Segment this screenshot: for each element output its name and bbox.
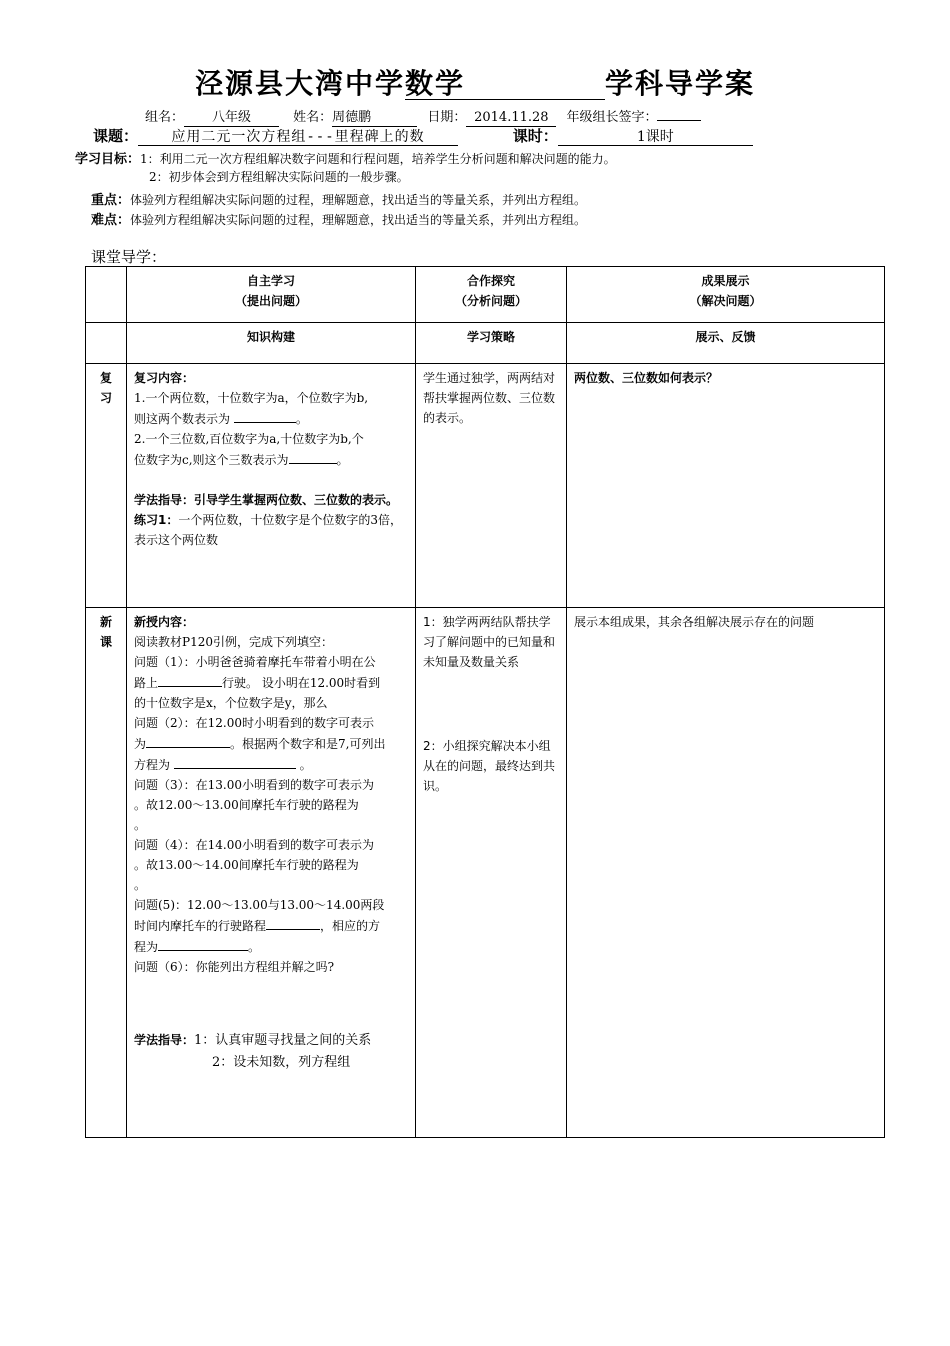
title-subject — [405, 69, 605, 100]
newlesson-strategy-spacer — [423, 672, 559, 736]
newlesson-side-1: 新 — [99, 615, 112, 629]
key-point — [91, 189, 586, 208]
review-q2b-text: 位数字为c,则这个三数表示为 — [134, 453, 289, 467]
review-side-label — [86, 364, 127, 608]
subheader-strategy: 学习策略 — [416, 323, 567, 364]
header-cooperation-line2: （分析问题） — [454, 294, 527, 308]
review-show — [567, 364, 885, 608]
newlesson-strategy-1: 1：独学两两结队帮扶学习了解问题中的已知量和未知量及数量关系 — [423, 615, 556, 669]
review-content — [127, 364, 416, 608]
difficulty-label: 难点： — [91, 213, 131, 228]
newlesson-q1b-post: 行驶。 设小明在12.00时看到 — [222, 676, 381, 690]
leader-signature-blank — [657, 120, 701, 121]
review-method — [134, 490, 408, 510]
newlesson-q3c: 。 — [134, 818, 147, 832]
newlesson-q4a: 问题（4）：在14.00小明看到的数字可表示为 — [134, 838, 374, 852]
title-school: 泾源县大湾中学 — [194, 67, 405, 100]
newlesson-q5b-post: ，相应的方 — [320, 919, 381, 933]
newlesson-q3b: 。故12.00～13.00间摩托车行驶的路程为 — [134, 798, 359, 812]
topic-value: 应用二元一次方程组---里程碑上的数 — [138, 129, 458, 146]
header-self-study-line1: 自主学习 — [246, 274, 295, 288]
review-strategy — [416, 364, 567, 608]
review-q2-blank[interactable] — [289, 449, 337, 464]
review-q1a: 1.一个两位数，十位数字为a，个位数字为b, — [134, 391, 369, 405]
difficulty-text: 体验列方程组解决实际问题的过程，理解题意，找出适当的等量关系，并列出方程组。 — [130, 213, 587, 227]
newlesson-q5b — [134, 915, 408, 936]
review-method-text: 引导学生掌握两位数、三位数的表示。 — [194, 493, 399, 507]
newlesson-intro: 阅读教材P120引例，完成下列填空： — [134, 635, 333, 649]
review-exercise — [134, 510, 408, 550]
page-title — [0, 62, 950, 102]
newlesson-q5a: 问题(5)：12.00～13.00与13.00～14.00两段 — [134, 898, 385, 912]
name-value: 周德鹏 — [332, 110, 417, 127]
hours-label: 课时： — [512, 127, 558, 145]
key-point-text: 体验列方程组解决实际问题的过程，理解题意，找出适当的等量关系，并列出方程组。 — [130, 193, 587, 207]
newlesson-q1-blank[interactable] — [158, 672, 222, 687]
newlesson-q2c — [134, 754, 408, 775]
newlesson-method-label: 学法指导： — [134, 1033, 195, 1047]
review-side-2: 习 — [99, 391, 112, 405]
title-suffix: 学科导学案 — [605, 67, 756, 100]
name-label: 姓名： — [293, 110, 333, 125]
topic-label: 课题： — [93, 127, 139, 145]
header-results-line1: 成果展示 — [701, 274, 750, 288]
newlesson-q2c-pre: 方程为 — [134, 758, 171, 772]
newlesson-row — [86, 608, 885, 1138]
header-row — [86, 267, 885, 323]
newlesson-side-2: 课 — [99, 635, 112, 649]
newlesson-q5c-pre: 程为 — [134, 940, 159, 954]
newlesson-side-label — [86, 608, 127, 1138]
header-cooperation-line1: 合作探究 — [466, 274, 515, 288]
newlesson-q1b-pre: 路上 — [134, 676, 159, 690]
newlesson-content — [127, 608, 416, 1138]
objectives-label: 学习目标： — [75, 152, 141, 167]
newlesson-q2c-blank[interactable] — [174, 754, 296, 769]
newlesson-spacer — [134, 977, 408, 1029]
review-exercise-label: 练习1： — [134, 513, 179, 527]
subheader-knowledge: 知识构建 — [127, 323, 416, 364]
newlesson-q5c-blank[interactable] — [158, 936, 248, 951]
section-title: 课堂导学： — [91, 248, 167, 266]
newlesson-q3a: 问题（3）：在13.00小明看到的数字可表示为 — [134, 778, 374, 792]
newlesson-q1c: 的十位数字是x，个位数字是y，那么 — [134, 696, 328, 710]
newlesson-q1b — [134, 672, 408, 693]
review-side-1: 复 — [99, 371, 112, 385]
newlesson-q5c — [134, 936, 408, 957]
newlesson-show-text: 展示本组成果，其余各组解决展示存在的问题 — [574, 615, 815, 629]
objective-2: 2：初步体会到方程组解决实际问题的一般步骤。 — [149, 170, 409, 184]
newlesson-method — [134, 1029, 408, 1052]
newlesson-method-1: 1：认真审题寻找量之间的关系 — [194, 1033, 372, 1048]
hours-value: 1课时 — [558, 129, 753, 146]
review-q2b: 位数字为c,则这个三数表示为 。 — [134, 449, 408, 470]
newlesson-q2b — [134, 733, 408, 754]
review-spacer — [134, 470, 408, 490]
header-self-study — [127, 267, 416, 323]
leader-label: 年级组长签字： — [566, 110, 658, 125]
newlesson-q2b-post: 。根据两个数字和是7,可列出 — [230, 737, 386, 751]
review-q1b: 则这两个数表示为 。 — [134, 408, 408, 429]
header-self-study-line2: （提出问题） — [234, 294, 307, 308]
newlesson-q2-blank[interactable] — [146, 733, 230, 748]
review-q1-blank[interactable] — [234, 408, 296, 423]
review-show-text: 两位数、三位数如何表示？ — [574, 371, 719, 385]
subheader-feedback: 展示、反馈 — [567, 323, 885, 364]
newlesson-q1a: 问题（1）：小明爸爸骑着摩托车带着小明在公 — [134, 655, 376, 669]
newlesson-q2b-pre: 为 — [134, 737, 147, 751]
date-label: 日期： — [427, 110, 467, 125]
header-corner — [86, 267, 127, 323]
topic-line — [93, 125, 753, 146]
newlesson-q6: 问题（6）：你能列出方程组并解之吗? — [134, 960, 335, 974]
key-point-label: 重点： — [91, 193, 131, 208]
header-results — [567, 267, 885, 323]
newlesson-q5b-pre: 时间内摩托车的行驶路程 — [134, 919, 267, 933]
objective-1 — [75, 148, 616, 167]
difficulty — [91, 209, 586, 228]
review-q1b-text: 则这两个数表示为 — [134, 412, 231, 426]
newlesson-method-2: 2：设未知数，列方程组 — [212, 1055, 351, 1070]
title-subject-text: 数学 — [405, 67, 466, 100]
newlesson-strategy — [416, 608, 567, 1138]
newlesson-q2c-post: 。 — [299, 758, 312, 772]
review-q2a: 2.一个三位数,百位数字为a,十位数字为b,个 — [134, 432, 364, 446]
newlesson-q4b: 。故13.00～14.00间摩托车行驶的路程为 — [134, 858, 359, 872]
group-value: 八年级 — [184, 110, 279, 127]
review-content-title: 复习内容： — [134, 371, 195, 385]
subheader-row — [86, 323, 885, 364]
newlesson-q2a: 问题（2）：在12.00时小明看到的数字可表示 — [134, 716, 374, 730]
review-exercise-text: 一个两位数，十位数字是个位数字的3倍，表示这个两位数 — [134, 513, 402, 547]
guide-table — [85, 266, 885, 1138]
review-row — [86, 364, 885, 608]
newlesson-q5-blank[interactable] — [266, 915, 320, 930]
header-cooperation — [416, 267, 567, 323]
newlesson-q5c-post: 。 — [248, 940, 261, 954]
subheader-corner — [86, 323, 127, 364]
group-label: 组名： — [145, 110, 185, 125]
date-value: 2014.11.28 — [466, 110, 556, 127]
meta-line — [145, 106, 701, 127]
newlesson-show — [567, 608, 885, 1138]
newlesson-q4c: 。 — [134, 878, 147, 892]
objective-1-text: 1：利用二元一次方程组解决数字问题和行程问题，培养学生分析问题和解决问题的能力。 — [140, 152, 616, 166]
newlesson-content-title: 新授内容： — [134, 615, 195, 629]
header-results-line2: （解决问题） — [689, 294, 762, 308]
review-strategy-text: 学生通过独学，两两结对帮扶掌握两位数、三位数的表示。 — [423, 371, 556, 425]
newlesson-strategy-2: 2：小组探究解决本小组从在的问题，最终达到共识。 — [423, 739, 556, 793]
review-method-label: 学法指导： — [134, 493, 195, 507]
